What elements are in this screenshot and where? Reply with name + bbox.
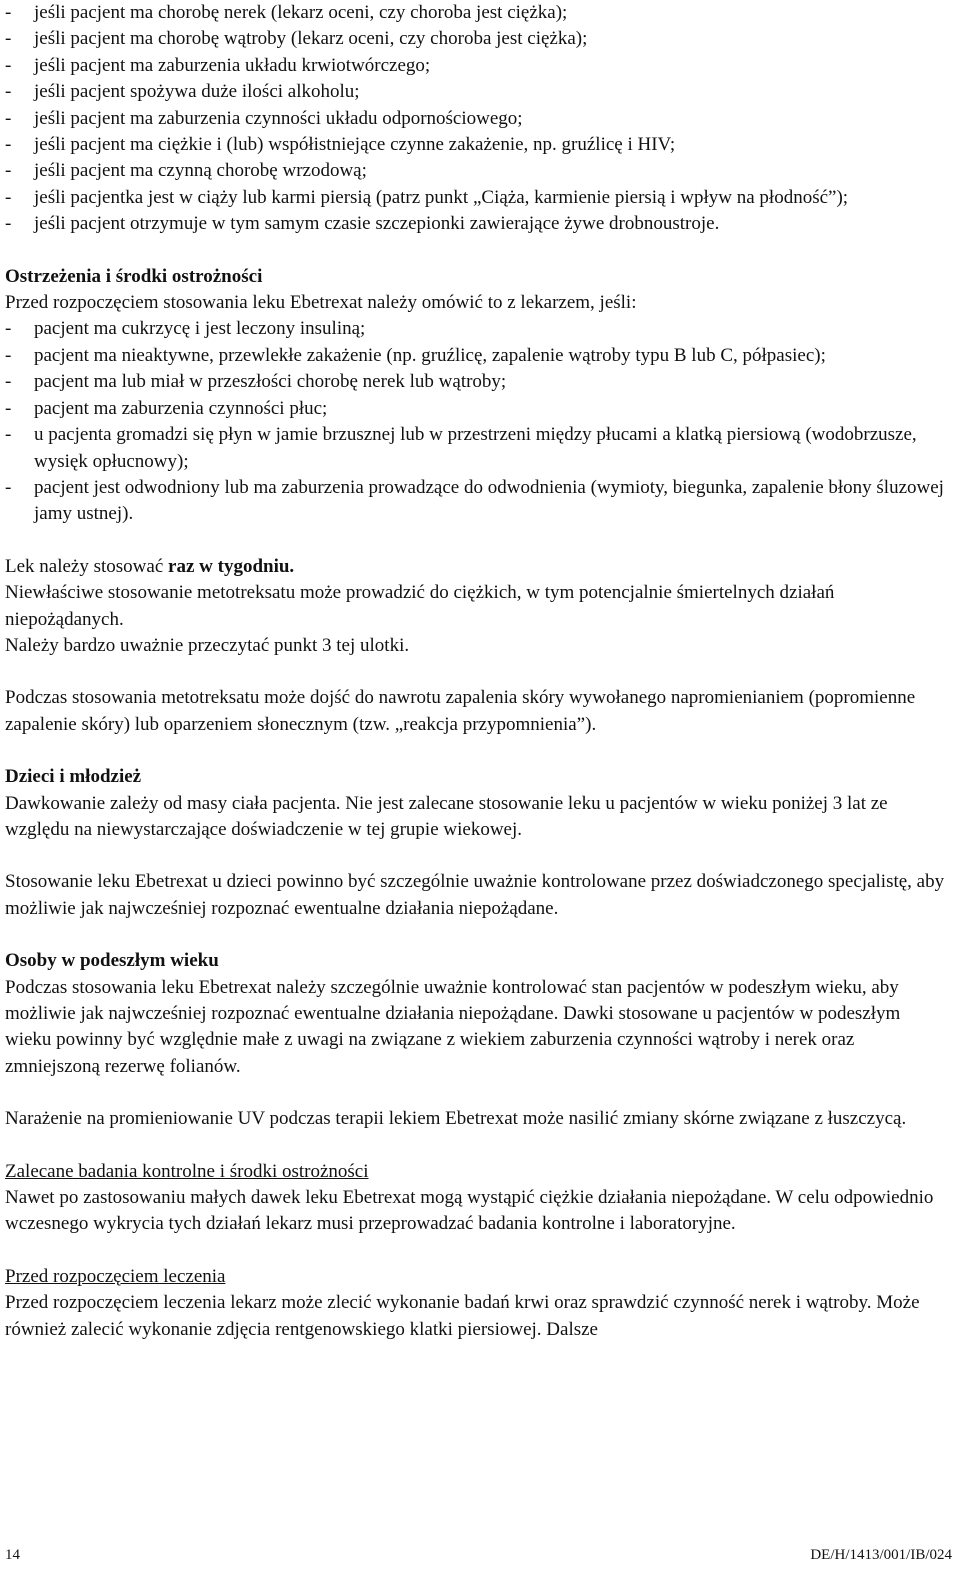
list-item: - jeśli pacjent ma zaburzenia czynności układu odpornościowego; (5, 107, 523, 129)
list-item: - pacjent ma nieaktywne, przewlekłe zakażenie (np. gruźlicę, zapalenie wątroby typu B lub C, półpasiec); (5, 344, 826, 366)
list-item: - pacjent ma zaburzenia czynności płuc; (5, 397, 328, 419)
page-number: 14 (5, 1547, 20, 1563)
list-item: - jeśli pacjent ma czynną chorobę wrzodową; (5, 160, 367, 182)
dose-line-2: Niewłaściwe stosowanie metotreksatu może prowadzić do ciężkich, w tym potencjalnie śmiertelnych działań niepożądanych. (5, 582, 835, 630)
list-item: - jeśli pacjent ma chorobę wątroby (lekarz oceni, czy choroba jest ciężka); (5, 28, 588, 50)
warnings-intro: Przed rozpoczęciem stosowania leku Ebetrexat należy omówić to z lekarzem, jeśli: (5, 292, 637, 314)
list-item: - jeśli pacjent ma chorobę nerek (lekarz oceni, czy choroba jest ciężka); (5, 2, 568, 23)
dose-line-1: Lek należy stosować raz w tygodniu. (5, 555, 295, 577)
list-item: - jeśli pacjent spożywa duże ilości alkoholu; (5, 81, 360, 103)
recall-paragraph: Podczas stosowania metotreksatu może dojść do nawrotu zapalenia skóry wywołanego napromienianiem (popromienne zapalenie skóry) lub oparzeniem słonecznym (tzw. „reakcja przypomnienia”). (5, 687, 916, 735)
before-treatment-paragraph: Przed rozpoczęciem leczenia lekarz może zlecić wykonanie badań krwi oraz sprawdzić czynność nerek i wątroby. Może również zalecić wykonanie zdjęcia rentgenowskiego klatki piersiowej. Dalsze (5, 1292, 920, 1340)
warnings-list (5, 316, 950, 527)
dose-line-3: Należy bardzo uważnie przeczytać punkt 3 tej ulotki. (5, 634, 410, 656)
list-item: - jeśli pacjentka jest w ciąży lub karmi piersią (patrz punkt „Ciąża, karmienie piersią i wpływ na płodność”); (5, 186, 849, 208)
list-item: - pacjent jest odwodniony lub ma zaburzenia prowadzące do odwodnienia (wymioty, biegunka, zapalenie błony śluzowej jamy ustnej). (5, 476, 944, 525)
contraindications-list (5, 0, 950, 238)
list-item: - pacjent ma cukrzycę i jest leczony insuliną; (5, 318, 366, 340)
document-page (5, 0, 950, 1343)
page-footer (5, 1545, 952, 1565)
children-heading: Dzieci i młodzież (5, 766, 142, 788)
elderly-paragraph-2: Narażenie na promieniowanie UV podczas terapii lekiem Ebetrexat może nasilić zmiany skórne związane z łuszczycą. (5, 1108, 907, 1130)
list-item: - u pacjenta gromadzi się płyn w jamie brzusznej lub w przestrzeni między płucami a klatką piersiową (wodobrzusze, wysięk opłucnowy); (5, 424, 917, 472)
document-code: DE/H/1413/001/IB/024 (810, 1547, 952, 1563)
children-paragraph-2: Stosowanie leku Ebetrexat u dzieci powinno być szczególnie uważnie kontrolowane przez doświadczonego specjalistę, aby możliwie jak najwcześniej rozpoznać ewentualne działania niepożądane. (5, 871, 945, 919)
elderly-paragraph-1: Podczas stosowania leku Ebetrexat należy szczególnie uważnie kontrolować stan pacjentów w podeszłym wieku, aby możliwie jak najwcześniej rozpoznać ewentualne działania niepożądane. Dawki stosowane u pacjentów w podeszłym wieku powinny być względnie małe z uwagi na związane z wiekiem zaburzenia czynności wątroby i nerek oraz zmniejszoną rezerwę folianów. (5, 976, 901, 1077)
list-item: - jeśli pacjent ma zaburzenia układu krwiotwórczego; (5, 54, 431, 76)
warnings-heading: Ostrzeżenia i środki ostrożności (5, 265, 263, 287)
list-item: - pacjent ma lub miał w przeszłości chorobę nerek lub wątroby; (5, 371, 507, 393)
monitoring-paragraph: Nawet po zastosowaniu małych dawek leku Ebetrexat mogą wystąpić ciężkie działania niepożądane. W celu odpowiednio wczesnego wykrycia tych działań lekarz musi przeprowadzać badania kontrolne i laboratoryjne. (5, 1187, 934, 1235)
list-item: - jeśli pacjent otrzymuje w tym samym czasie szczepionki zawierające żywe drobnoustroje. (5, 213, 720, 235)
before-treatment-heading: Przed rozpoczęciem leczenia (5, 1265, 226, 1287)
children-paragraph-1: Dawkowanie zależy od masy ciała pacjenta. Nie jest zalecane stosowanie leku u pacjentów w wieku poniżej 3 lat ze względu na niewystarczające doświadczenie w tej grupie wiekowej. (5, 792, 888, 840)
list-item: - jeśli pacjent ma ciężkie i (lub) współistniejące czynne zakażenie, np. gruźlicę i HIV; (5, 134, 676, 156)
monitoring-heading: Zalecane badania kontrolne i środki ostrożności (5, 1160, 369, 1182)
elderly-heading: Osoby w podeszłym wieku (5, 950, 219, 972)
